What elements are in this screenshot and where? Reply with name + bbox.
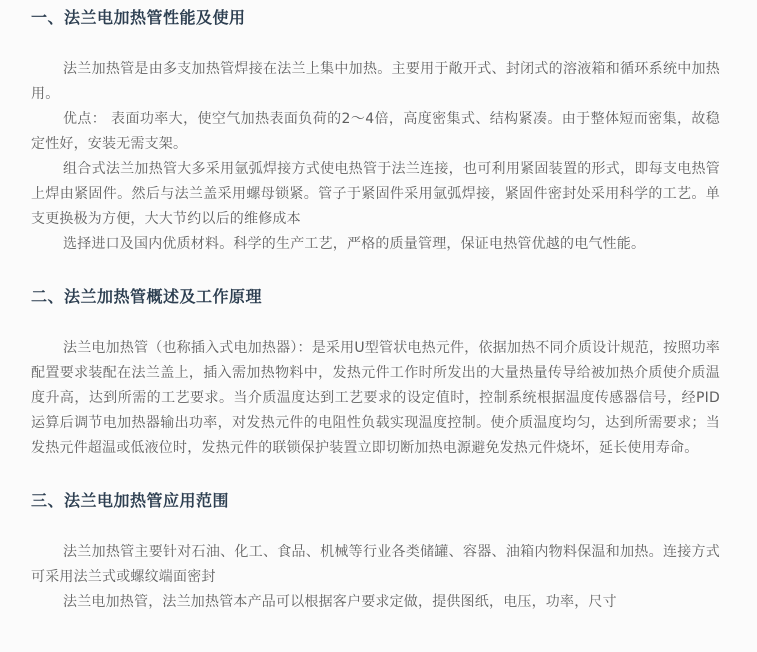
section-1-heading: 一、法兰电加热管性能及使用 bbox=[31, 8, 246, 27]
section-application-scope bbox=[31, 491, 720, 615]
paragraph: 法兰电加热管（也称插入式电加热器）：是采用U型管状电热元件，依据加热不同介质设计规范，按照功率配置要求装配在法兰盖上，插入需加热物料中，发热元件工作时所发出的大量热量传导给被加热介质使介质温度升高，达到所需的工艺要求。当介质温度达到工艺要求的设定值时，控制系统根据温度传感器信号，经PID运算后调节电加热器输出功率，对发热元件的电阻性负载实现温度控制。使介质温度均匀，达到所需要求；当发热元件超温或低液位时，发热元件的联锁保护装置立即切断加热电源避免发热元件烧坏，延长使用寿命。 bbox=[31, 340, 720, 456]
section-performance-usage bbox=[31, 8, 720, 257]
paragraph: 法兰电加热管，法兰加热管本产品可以根据客户要求定做，提供图纸，电压，功率，尺寸 bbox=[63, 594, 617, 610]
section-3-body bbox=[31, 540, 720, 615]
paragraph: 选择进口及国内优质材料。科学的生产工艺，严格的质量管理，保证电热管优越的电气性能。 bbox=[63, 236, 646, 252]
paragraph: 法兰加热管主要针对石油、化工、食品、机械等行业各类储罐、容器、油箱内物料保温和加热。连接方式可采用法兰式或螺纹端面密封 bbox=[31, 544, 720, 585]
section-1-body bbox=[31, 57, 720, 257]
section-3-heading: 三、法兰电加热管应用范围 bbox=[31, 491, 230, 510]
section-overview-principle bbox=[31, 287, 720, 461]
paragraph: 优点： 表面功率大，使空气加热表面负荷的2～4倍，高度密集式、结构紧凑。由于整体短而密集，故稳定性好，安装无需支架。 bbox=[31, 111, 720, 152]
section-2-heading: 二、法兰加热管概述及工作原理 bbox=[31, 287, 263, 306]
paragraph: 法兰加热管是由多支加热管焊接在法兰上集中加热。主要用于敞开式、封闭式的溶液箱和循环系统中加热用。 bbox=[31, 61, 720, 102]
paragraph: 组合式法兰加热管大多采用氩弧焊接方式使电热管于法兰连接，也可利用紧固装置的形式，即每支电热管上焊由紧固件。然后与法兰盖采用螺母锁紧。管子于紧固件采用氩弧焊接，紧固件密封处采用科学的工艺。单支更换极为方便，大大节约以后的维修成本 bbox=[31, 161, 720, 227]
section-2-body bbox=[31, 336, 720, 461]
